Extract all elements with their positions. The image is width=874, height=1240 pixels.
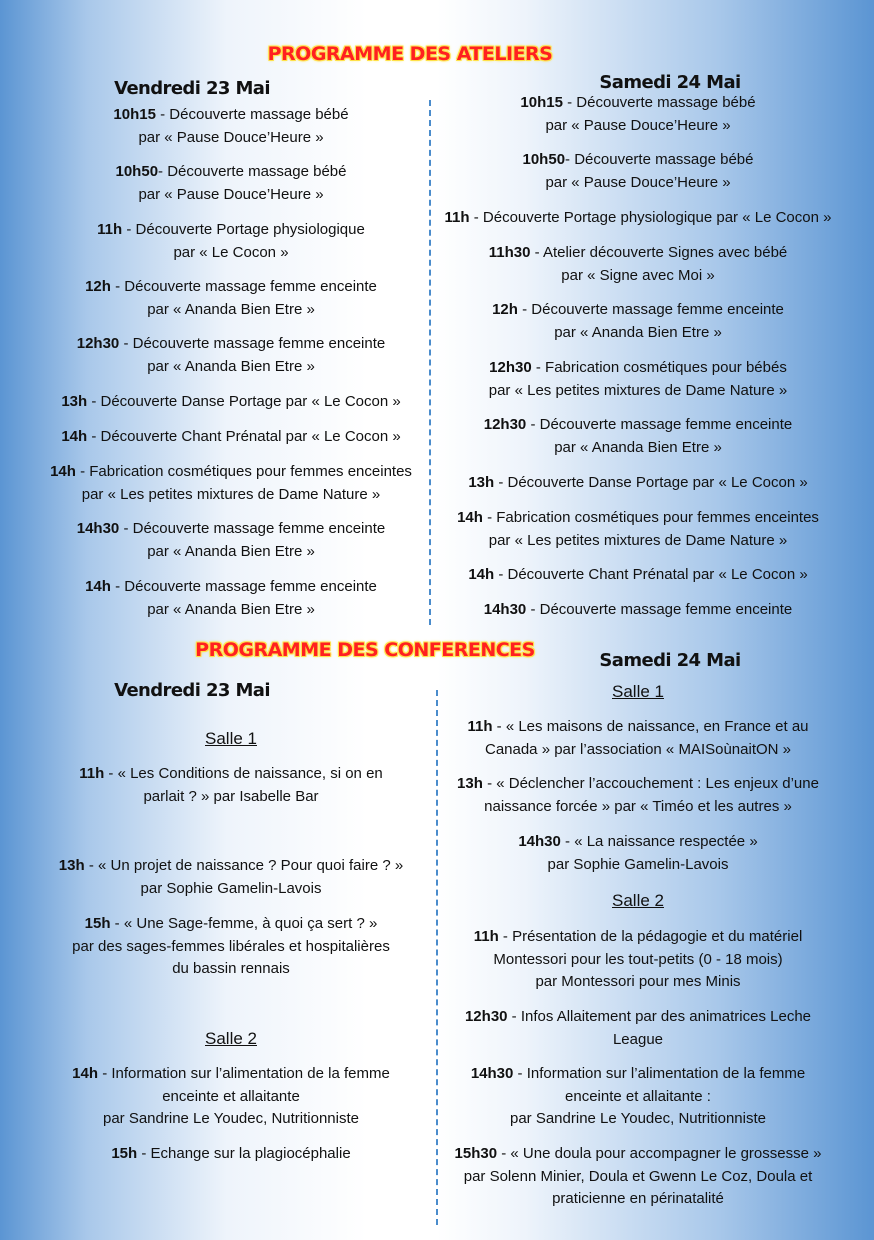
list-item xyxy=(30,161,432,206)
list-item xyxy=(30,461,432,506)
item-text: - « La naissance respectée » xyxy=(560,833,758,850)
ateliers-saturday-day: Samedi 24 Mai xyxy=(599,72,741,93)
list-item xyxy=(436,92,840,137)
item-text: - Fabrication cosmétiques pour bébés xyxy=(531,359,787,376)
item-text: - Découverte massage femme enceinte xyxy=(119,335,386,352)
item-time: 14h30 xyxy=(483,601,527,618)
list-item xyxy=(30,333,432,378)
item-line-3: par Sandrine Le Youdec, Nutritionniste xyxy=(102,1110,359,1127)
item-text: - Infos Allaitement par des animatrices Leche xyxy=(507,1008,812,1025)
item-time: 11h xyxy=(467,718,493,735)
item-text: - « Les maisons de naissance, en France et au xyxy=(492,718,809,735)
item-time: 10h50 xyxy=(115,163,159,180)
item-text: - Découverte massage bébé xyxy=(158,163,347,180)
item-text: - Découverte massage femme enceinte xyxy=(517,301,784,318)
item-time: 14h xyxy=(85,578,111,595)
item-line-2: League xyxy=(612,1030,664,1048)
item-line-2: parlait ? » par Isabelle Bar xyxy=(143,787,319,805)
item-text: - « Une doula pour accompagner le grossesse » xyxy=(497,1145,822,1162)
item-time: 11h30 xyxy=(488,244,531,261)
list-item xyxy=(436,564,840,587)
item-text: - Découverte Danse Portage par « Le Cocon » xyxy=(87,393,401,410)
list-item xyxy=(30,426,432,449)
item-host: par « Ananda Bien Etre » xyxy=(147,542,315,560)
list-item xyxy=(436,507,840,552)
item-host: par « Ananda Bien Etre » xyxy=(554,323,722,341)
item-time: 10h50 xyxy=(522,151,566,168)
item-time: 14h xyxy=(468,566,495,583)
item-line-2: Canada » par l’association « MAISoùnaitON » xyxy=(484,740,791,758)
item-line-3: praticienne en périnatalité xyxy=(552,1190,724,1207)
item-line-2: naissance forcée » par « Timéo et les autres » xyxy=(484,797,792,815)
list-item xyxy=(436,1063,840,1131)
item-text: - Fabrication cosmétiques pour femmes enceintes xyxy=(482,509,819,526)
item-host: par « Le Cocon » xyxy=(173,243,289,261)
item-line-3: par Sandrine Le Youdec, Nutritionniste xyxy=(509,1110,766,1127)
item-time: 14h xyxy=(61,428,88,445)
item-time: 15h xyxy=(111,1145,138,1162)
list-item xyxy=(30,1063,432,1131)
conferences-saturday-day: Samedi 24 Mai xyxy=(599,650,741,671)
item-host: par « Ananda Bien Etre » xyxy=(147,357,315,375)
list-item xyxy=(30,391,432,414)
list-item xyxy=(30,763,432,808)
item-time: 14h30 xyxy=(470,1065,514,1082)
item-time: 14h xyxy=(72,1065,99,1082)
item-text: - Présentation de la pédagogie et du matériel xyxy=(498,928,803,945)
item-text: - Information sur l’alimentation de la femme xyxy=(98,1065,390,1082)
item-host: par « Pause Douce’Heure » xyxy=(545,173,731,191)
list-item xyxy=(30,104,432,149)
item-line-2: par Solenn Minier, Doula et Gwenn Le Coz, Doula et xyxy=(463,1167,813,1185)
item-text: - Découverte Chant Prénatal par « Le Cocon » xyxy=(87,428,401,445)
item-text: - Découverte Danse Portage par « Le Cocon » xyxy=(494,474,808,491)
item-time: 14h xyxy=(50,463,76,480)
item-host: par « Signe avec Moi » xyxy=(561,266,715,284)
list-item xyxy=(436,414,840,459)
item-text: - Découverte massage femme enceinte xyxy=(526,416,793,433)
item-text: - Information sur l’alimentation de la femme xyxy=(513,1065,806,1082)
item-time: 12h30 xyxy=(76,335,120,352)
item-time: 14h30 xyxy=(76,520,120,537)
item-host: par « Ananda Bien Etre » xyxy=(554,438,722,456)
item-time: 11h xyxy=(97,221,123,238)
item-time: 13h xyxy=(58,857,85,874)
item-text: - Découverte massage bébé xyxy=(565,151,754,168)
list-item xyxy=(436,716,840,761)
list-item xyxy=(30,855,432,900)
salle-1-heading: Salle 1 xyxy=(612,682,664,701)
conferences-title: PROGRAMME DES CONFERENCES xyxy=(195,639,535,661)
item-text: - Découverte massage femme enceinte xyxy=(119,520,386,537)
item-host: par « Pause Douce’Heure » xyxy=(138,185,324,203)
list-item xyxy=(436,1006,840,1051)
item-time: 13h xyxy=(457,775,483,792)
list-item xyxy=(436,472,840,495)
item-text: - Découverte Chant Prénatal par « Le Cocon » xyxy=(494,566,808,583)
item-time: 12h30 xyxy=(489,359,532,376)
list-item xyxy=(30,518,432,563)
item-time: 13h xyxy=(61,393,88,410)
salle-2-heading: Salle 2 xyxy=(205,1029,257,1048)
ateliers-title: PROGRAMME DES ATELIERS xyxy=(267,43,553,65)
item-line-2: Montessori pour les tout-petits (0 - 18 mois) xyxy=(493,950,783,968)
list-item xyxy=(30,576,432,621)
item-time: 14h30 xyxy=(518,833,561,850)
item-line-2: enceinte et allaitante xyxy=(162,1087,300,1105)
item-line-2: enceinte et allaitante : xyxy=(565,1087,711,1105)
item-text: - « Un projet de naissance ? Pour quoi faire ? » xyxy=(84,857,404,874)
item-text: - « Les Conditions de naissance, si on en xyxy=(104,765,383,782)
item-text: - Découverte Portage physiologique xyxy=(122,221,365,238)
salle-2-heading: Salle 2 xyxy=(612,891,664,910)
item-text: - Découverte massage femme enceinte xyxy=(110,578,377,595)
list-item xyxy=(436,242,840,287)
item-line-2: par Sophie Gamelin-Lavois xyxy=(547,855,729,873)
item-time: 15h xyxy=(84,915,111,932)
list-item xyxy=(436,831,840,876)
item-time: 11h xyxy=(79,765,105,782)
item-host: par « Ananda Bien Etre » xyxy=(147,300,315,318)
item-text: - Découverte Portage physiologique par « Le Cocon » xyxy=(469,209,832,226)
item-time: 10h15 xyxy=(520,94,563,111)
item-text: - Echange sur la plagiocéphalie xyxy=(137,1145,351,1162)
item-host: par « Les petites mixtures de Dame Nature » xyxy=(488,531,788,549)
item-text: - Découverte massage femme enceinte xyxy=(526,601,793,618)
item-text: - Fabrication cosmétiques pour femmes enceintes xyxy=(75,463,412,480)
item-text: - « Déclencher l’accouchement : Les enjeux d’une xyxy=(482,775,819,792)
list-item xyxy=(436,299,840,344)
item-line-3: par Montessori pour mes Minis xyxy=(535,973,741,990)
item-text: - Atelier découverte Signes avec bébé xyxy=(530,244,788,261)
list-item xyxy=(30,913,432,981)
item-time: 11h xyxy=(444,209,470,226)
item-line-2: par des sages-femmes libérales et hospitalières xyxy=(72,937,390,955)
item-text: - Découverte massage bébé xyxy=(155,106,349,123)
item-host: par « Pause Douce’Heure » xyxy=(545,116,731,134)
item-text: - Découverte massage femme enceinte xyxy=(110,278,377,295)
item-host: par « Ananda Bien Etre » xyxy=(147,600,315,618)
list-item xyxy=(436,1143,840,1211)
list-item xyxy=(436,207,840,230)
item-host: par « Les petites mixtures de Dame Nature » xyxy=(81,485,381,503)
list-item xyxy=(436,926,840,994)
item-time: 12h xyxy=(492,301,518,318)
conferences-friday-day: Vendredi 23 Mai xyxy=(114,680,270,701)
list-item xyxy=(436,773,840,818)
list-item xyxy=(436,149,840,194)
item-time: 12h30 xyxy=(483,416,527,433)
item-host: par « Pause Douce’Heure » xyxy=(138,128,324,146)
list-item xyxy=(436,599,840,622)
item-line-2: par Sophie Gamelin-Lavois xyxy=(140,879,322,897)
item-time: 11h xyxy=(473,928,499,945)
list-item xyxy=(30,219,432,264)
salle-1-heading: Salle 1 xyxy=(205,729,257,748)
item-time: 14h xyxy=(457,509,483,526)
item-time: 12h xyxy=(85,278,111,295)
item-text: - « Une Sage-femme, à quoi ça sert ? » xyxy=(110,915,378,932)
item-time: 13h xyxy=(468,474,495,491)
item-time: 10h15 xyxy=(113,106,156,123)
item-line-3: du bassin rennais xyxy=(172,960,290,977)
list-item xyxy=(30,276,432,321)
item-text: - Découverte massage bébé xyxy=(562,94,756,111)
item-host: par « Les petites mixtures de Dame Nature » xyxy=(488,381,788,399)
list-item xyxy=(30,1143,432,1166)
ateliers-friday-day: Vendredi 23 Mai xyxy=(114,78,270,99)
list-item xyxy=(436,357,840,402)
item-time: 12h30 xyxy=(464,1008,508,1025)
item-time: 15h30 xyxy=(454,1145,498,1162)
